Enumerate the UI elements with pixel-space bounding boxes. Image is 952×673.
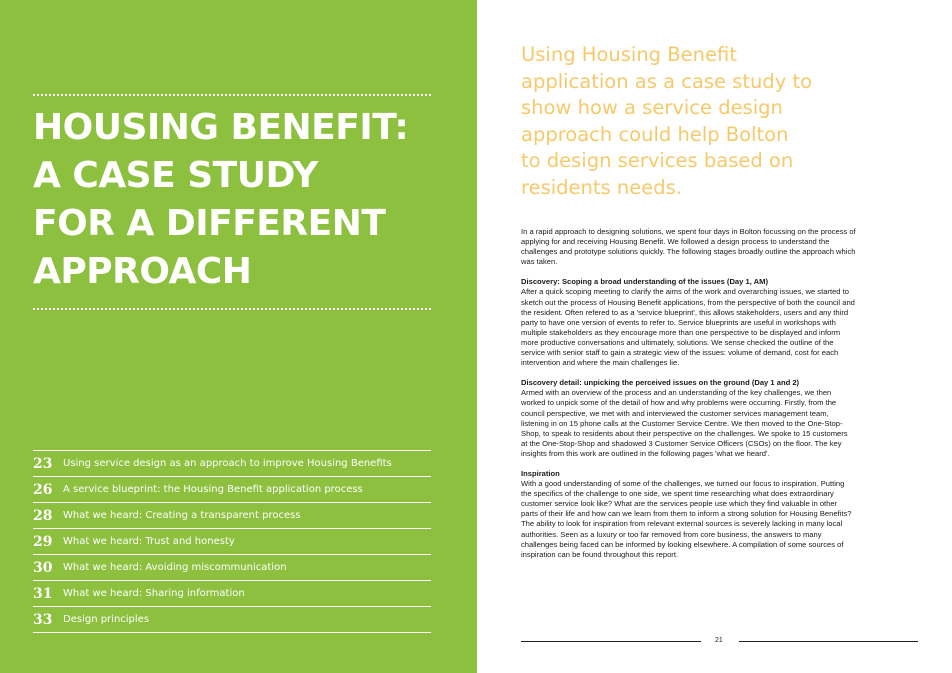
toc-label: What we heard: Creating a transparent process <box>63 510 301 521</box>
section-text: With a good understanding of some of the challenges, we turned our focus to inspiration. Putting the specifics of the challenge to one side, we spent time researching what does extraordinary customer service look like? What are the services people use which they find valuable in other parts of their life and how can we learn from them to inform a strong solution for Housing Benefits? The ability to look for inspiration from relevant external sources is severely lacking in many local authorities. Seen as a luxury or too far removed from core business, the answers to many challenges being faced can be informed by looking elsewhere. A compilation of some sources of inspiration can be found throughout this report. <box>521 479 852 559</box>
body-text <box>521 227 856 570</box>
toc-item[interactable] <box>33 502 431 528</box>
section-heading: Discovery: Scoping a broad understanding of the issues (Day 1, AM) <box>521 277 768 287</box>
toc-item[interactable] <box>33 606 431 633</box>
section-heading: Discovery detail: unpicking the perceived issues on the ground (Day 1 and 2) <box>521 378 800 388</box>
text-page <box>477 0 952 673</box>
footer-rule-left <box>521 641 701 642</box>
title-line: FOR A DIFFERENT <box>33 203 386 244</box>
toc-label: Using service design as an approach to improve Housing Benefits <box>63 458 392 469</box>
toc-label: A service blueprint: the Housing Benefit application process <box>63 484 363 495</box>
toc-item[interactable] <box>33 450 431 476</box>
section-heading: Inspiration <box>521 468 560 478</box>
lead-line: to design services based on <box>521 149 794 173</box>
toc-item[interactable] <box>33 528 431 554</box>
table-of-contents <box>33 450 431 633</box>
toc-label: What we heard: Sharing information <box>63 588 245 599</box>
intro-text: In a rapid approach to designing solutions, we spent four days in Bolton focussing on the process of applying for and receiving Housing Benefit. We followed a design process to understand the challenges and prototype solutions quickly. The following stages broadly outline the approach which was taken. <box>521 227 856 267</box>
section-discovery-detail <box>521 378 856 459</box>
title-line: A CASE STUDY <box>33 155 318 196</box>
toc-page-number: 28 <box>33 507 53 524</box>
section-text: Armed with an overview of the process and an understanding of the key challenges, we then worked to unpick some of the detail of how and why problems were occurring. Firstly, from the council perspective, we met with and interviewed the customer services management team, listening in on 15 phone calls at the Customer Service Centre. We then moved to the One-Stop-Shop, to speak to residents about their perspective on the challenges. We spoke to 15 customers at the One-Stop-Shop and shadowed 3 Customer Service Officers (CSOs) on the floor. The key insights from this work are outlined in the following pages 'what we heard'. <box>521 388 848 458</box>
bottom-dotted-divider <box>33 308 431 310</box>
lead-line: approach could help Bolton <box>521 122 789 146</box>
toc-page-number: 26 <box>33 481 53 498</box>
toc-item[interactable] <box>33 580 431 606</box>
section-inspiration <box>521 469 856 560</box>
toc-label: Design principles <box>63 614 150 625</box>
lead-line: residents needs. <box>521 175 682 199</box>
toc-page-number: 33 <box>33 611 53 628</box>
top-dotted-divider <box>33 94 431 96</box>
toc-label: What we heard: Trust and honesty <box>63 536 235 547</box>
title-line: HOUSING BENEFIT: <box>33 107 409 148</box>
page-number: 21 <box>715 637 723 644</box>
lead-line: application as a case study to <box>521 69 813 93</box>
lead-paragraph <box>521 42 851 202</box>
section-text: After a quick scoping meeting to clarify the aims of the work and overarching issues, we started to sketch out the process of Housing Benefit applications, from the perspective of both the council and the resident. Often refered to as a 'service blueprint', this allows stakeholders, users and any third party to have one version of events to refer to. Service blueprints are useful in workshops with multiple stakeholders as they encourage more than one perspective to be displayed and inform more productive conversations and ultimately, solutions. We sense checked the outline of the service with senior staff to gain a strategic view of the issues: volume of demand, cost for each intervention and where the main challenges lie. <box>521 287 855 368</box>
lead-line: show how a service design <box>521 96 783 120</box>
toc-page-number: 31 <box>33 585 53 602</box>
page-title <box>33 104 443 296</box>
section-discovery <box>521 277 856 368</box>
toc-item[interactable] <box>33 476 431 502</box>
toc-label: What we heard: Avoiding miscommunication <box>63 562 287 573</box>
toc-page-number: 23 <box>33 455 53 472</box>
lead-line: Using Housing Benefit <box>521 43 737 66</box>
toc-item[interactable] <box>33 554 431 580</box>
intro-paragraph <box>521 227 856 267</box>
toc-page-number: 30 <box>33 559 53 576</box>
footer-rule-right <box>739 641 918 642</box>
title-line: APPROACH <box>33 251 252 292</box>
toc-page-number: 29 <box>33 533 53 550</box>
